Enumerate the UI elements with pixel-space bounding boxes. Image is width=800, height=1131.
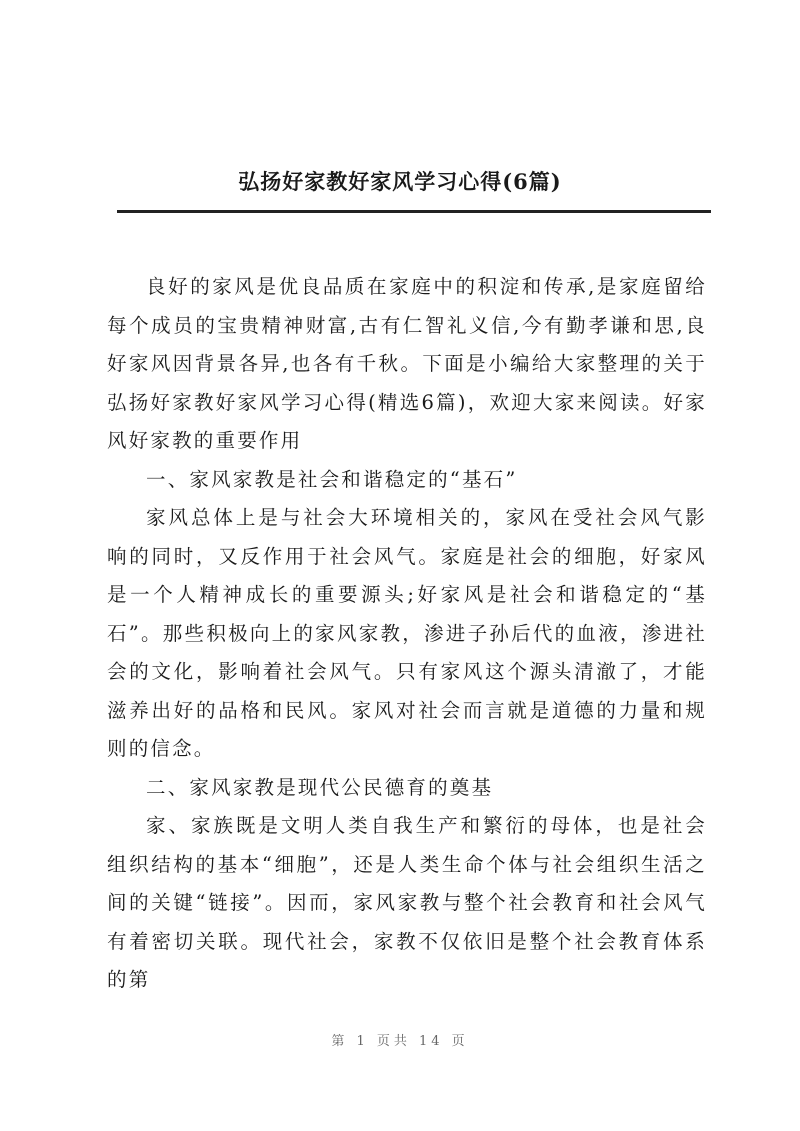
intro-paragraph: 良好的家风是优良品质在家庭中的积淀和传承,是家庭留给每个成员的宝贵精神财富,古有仁智礼义信,今有勤孝谦和思,良好家风因背景各异,也各有千秋。下面是小编给大家整理的关于弘扬好家教好家风学习心得(精选6篇)，欢迎大家来阅读。好家风好家教的重要作用 — [107, 275, 707, 452]
section-heading-1: 一、家风家教是社会和谐稳定的“基石” — [146, 467, 518, 491]
document-body — [107, 268, 707, 1000]
document-title: 弘扬好家教好家风学习心得(6篇) — [238, 169, 562, 194]
section-1-paragraph: 家风总体上是与社会大环境相关的，家风在受社会风气影响的同时，又反作用于社会风气。家庭是社会的细胞，好家风是一个人精神成长的重要源头;好家风是社会和谐稳定的“基石”。那些积极向上的家风家教，渗进子孙后代的血液，渗进社会的文化，影响着社会风气。只有家风这个源头清澈了，才能滋养出好的品格和民风。家风对社会而言就是道德的力量和规则的信念。 — [107, 506, 707, 760]
section-heading-2: 二、家风家教是现代公民德育的奠基 — [146, 775, 494, 799]
page-number-footer: 第 1 页共 14 页 — [331, 1034, 469, 1049]
title-underline — [117, 210, 711, 213]
section-2-paragraph: 家、家族既是文明人类自我生产和繁衍的母体，也是社会组织结构的基本“细胞”，还是人类生命个体与社会组织生活之间的关键“链接”。因而，家风家教与整个社会教育和社会风气有着密切关联。现代社会，家教不仅依旧是整个社会教育体系的第 — [107, 814, 707, 991]
